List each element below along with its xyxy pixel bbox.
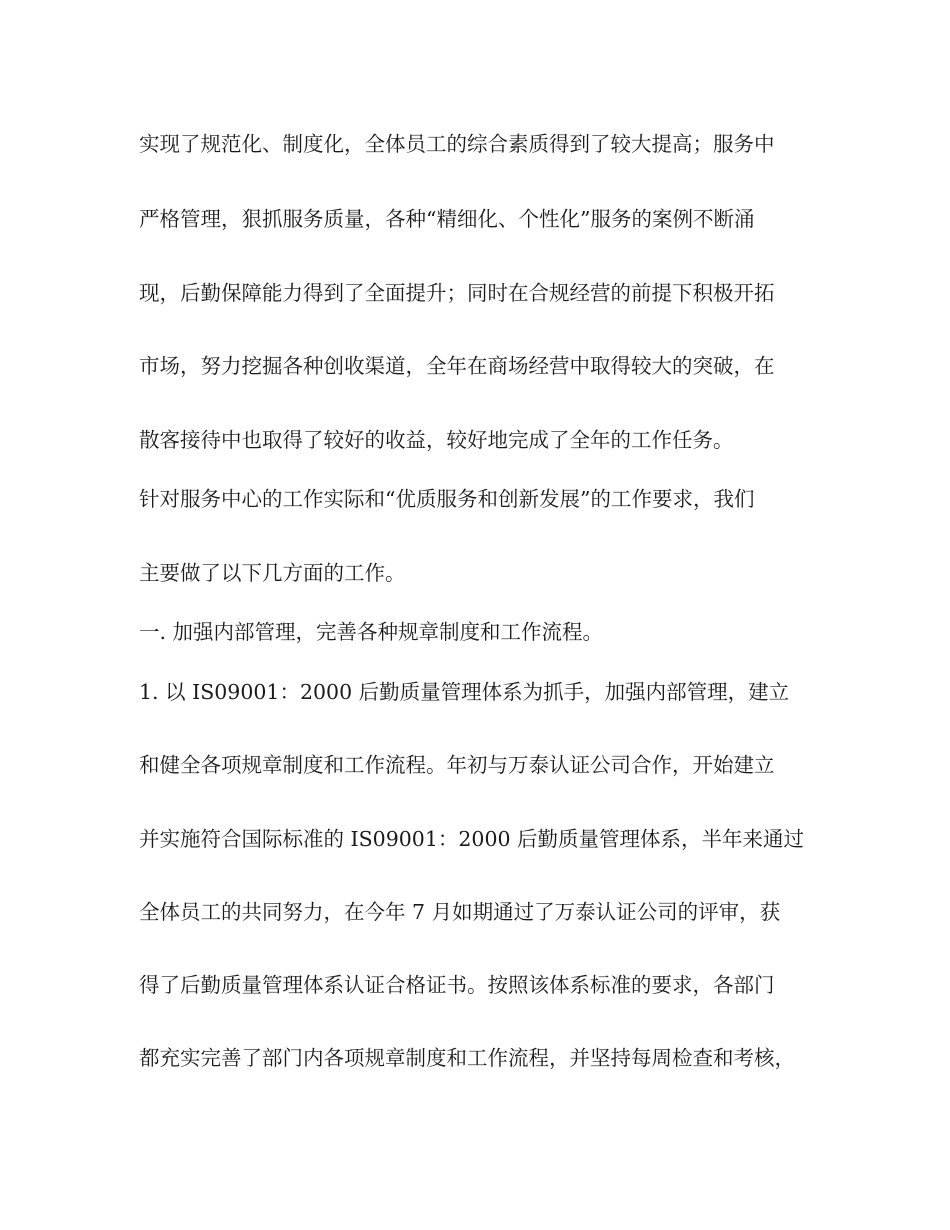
body-text-line: 得了后勤质量管理体系认证合格证书。按照该体系标准的要求，各部门	[139, 973, 775, 997]
body-text-line: 针对服务中心的工作实际和“优质服务和创新发展”的工作要求，我们	[139, 487, 755, 511]
body-text-line: 散客接待中也取得了较好的收益，较好地完成了全年的工作任务。	[139, 428, 734, 452]
body-text-line: 严格管理，狠抓服务质量，各种“精细化、个性化”服务的案例不断涌	[139, 207, 755, 231]
body-text-line: 和健全各项规章制度和工作流程。年初与万泰认证公司合作，开始建立	[139, 753, 775, 777]
body-text-line: 全体员工的共同努力，在今年 7 月如期通过了万泰认证公司的评审，获	[139, 900, 781, 924]
body-text-line: 市场，努力挖掘各种创收渠道，全年在商场经营中取得较大的突破，在	[139, 354, 775, 378]
body-text-line: 并实施符合国际标准的 IS09001：2000 后勤质量管理体系，半年来通过	[139, 827, 805, 851]
section-heading: 一. 加强内部管理，完善各种规章制度和工作流程。	[139, 620, 604, 644]
body-text-line: 现，后勤保障能力得到了全面提升；同时在合规经营的前提下积极开拓	[139, 281, 775, 305]
body-text-line: 主要做了以下几方面的工作。	[139, 561, 406, 585]
body-text-line: 实现了规范化、制度化，全体员工的综合素质得到了较大提高；服务中	[139, 132, 775, 156]
body-text-line: 都充实完善了部门内各项规章制度和工作流程，并坚持每周检查和考核，	[139, 1046, 795, 1070]
list-item-text: 1. 以 IS09001：2000 后勤质量管理体系为抓手，加强内部管理，建立	[139, 680, 790, 704]
